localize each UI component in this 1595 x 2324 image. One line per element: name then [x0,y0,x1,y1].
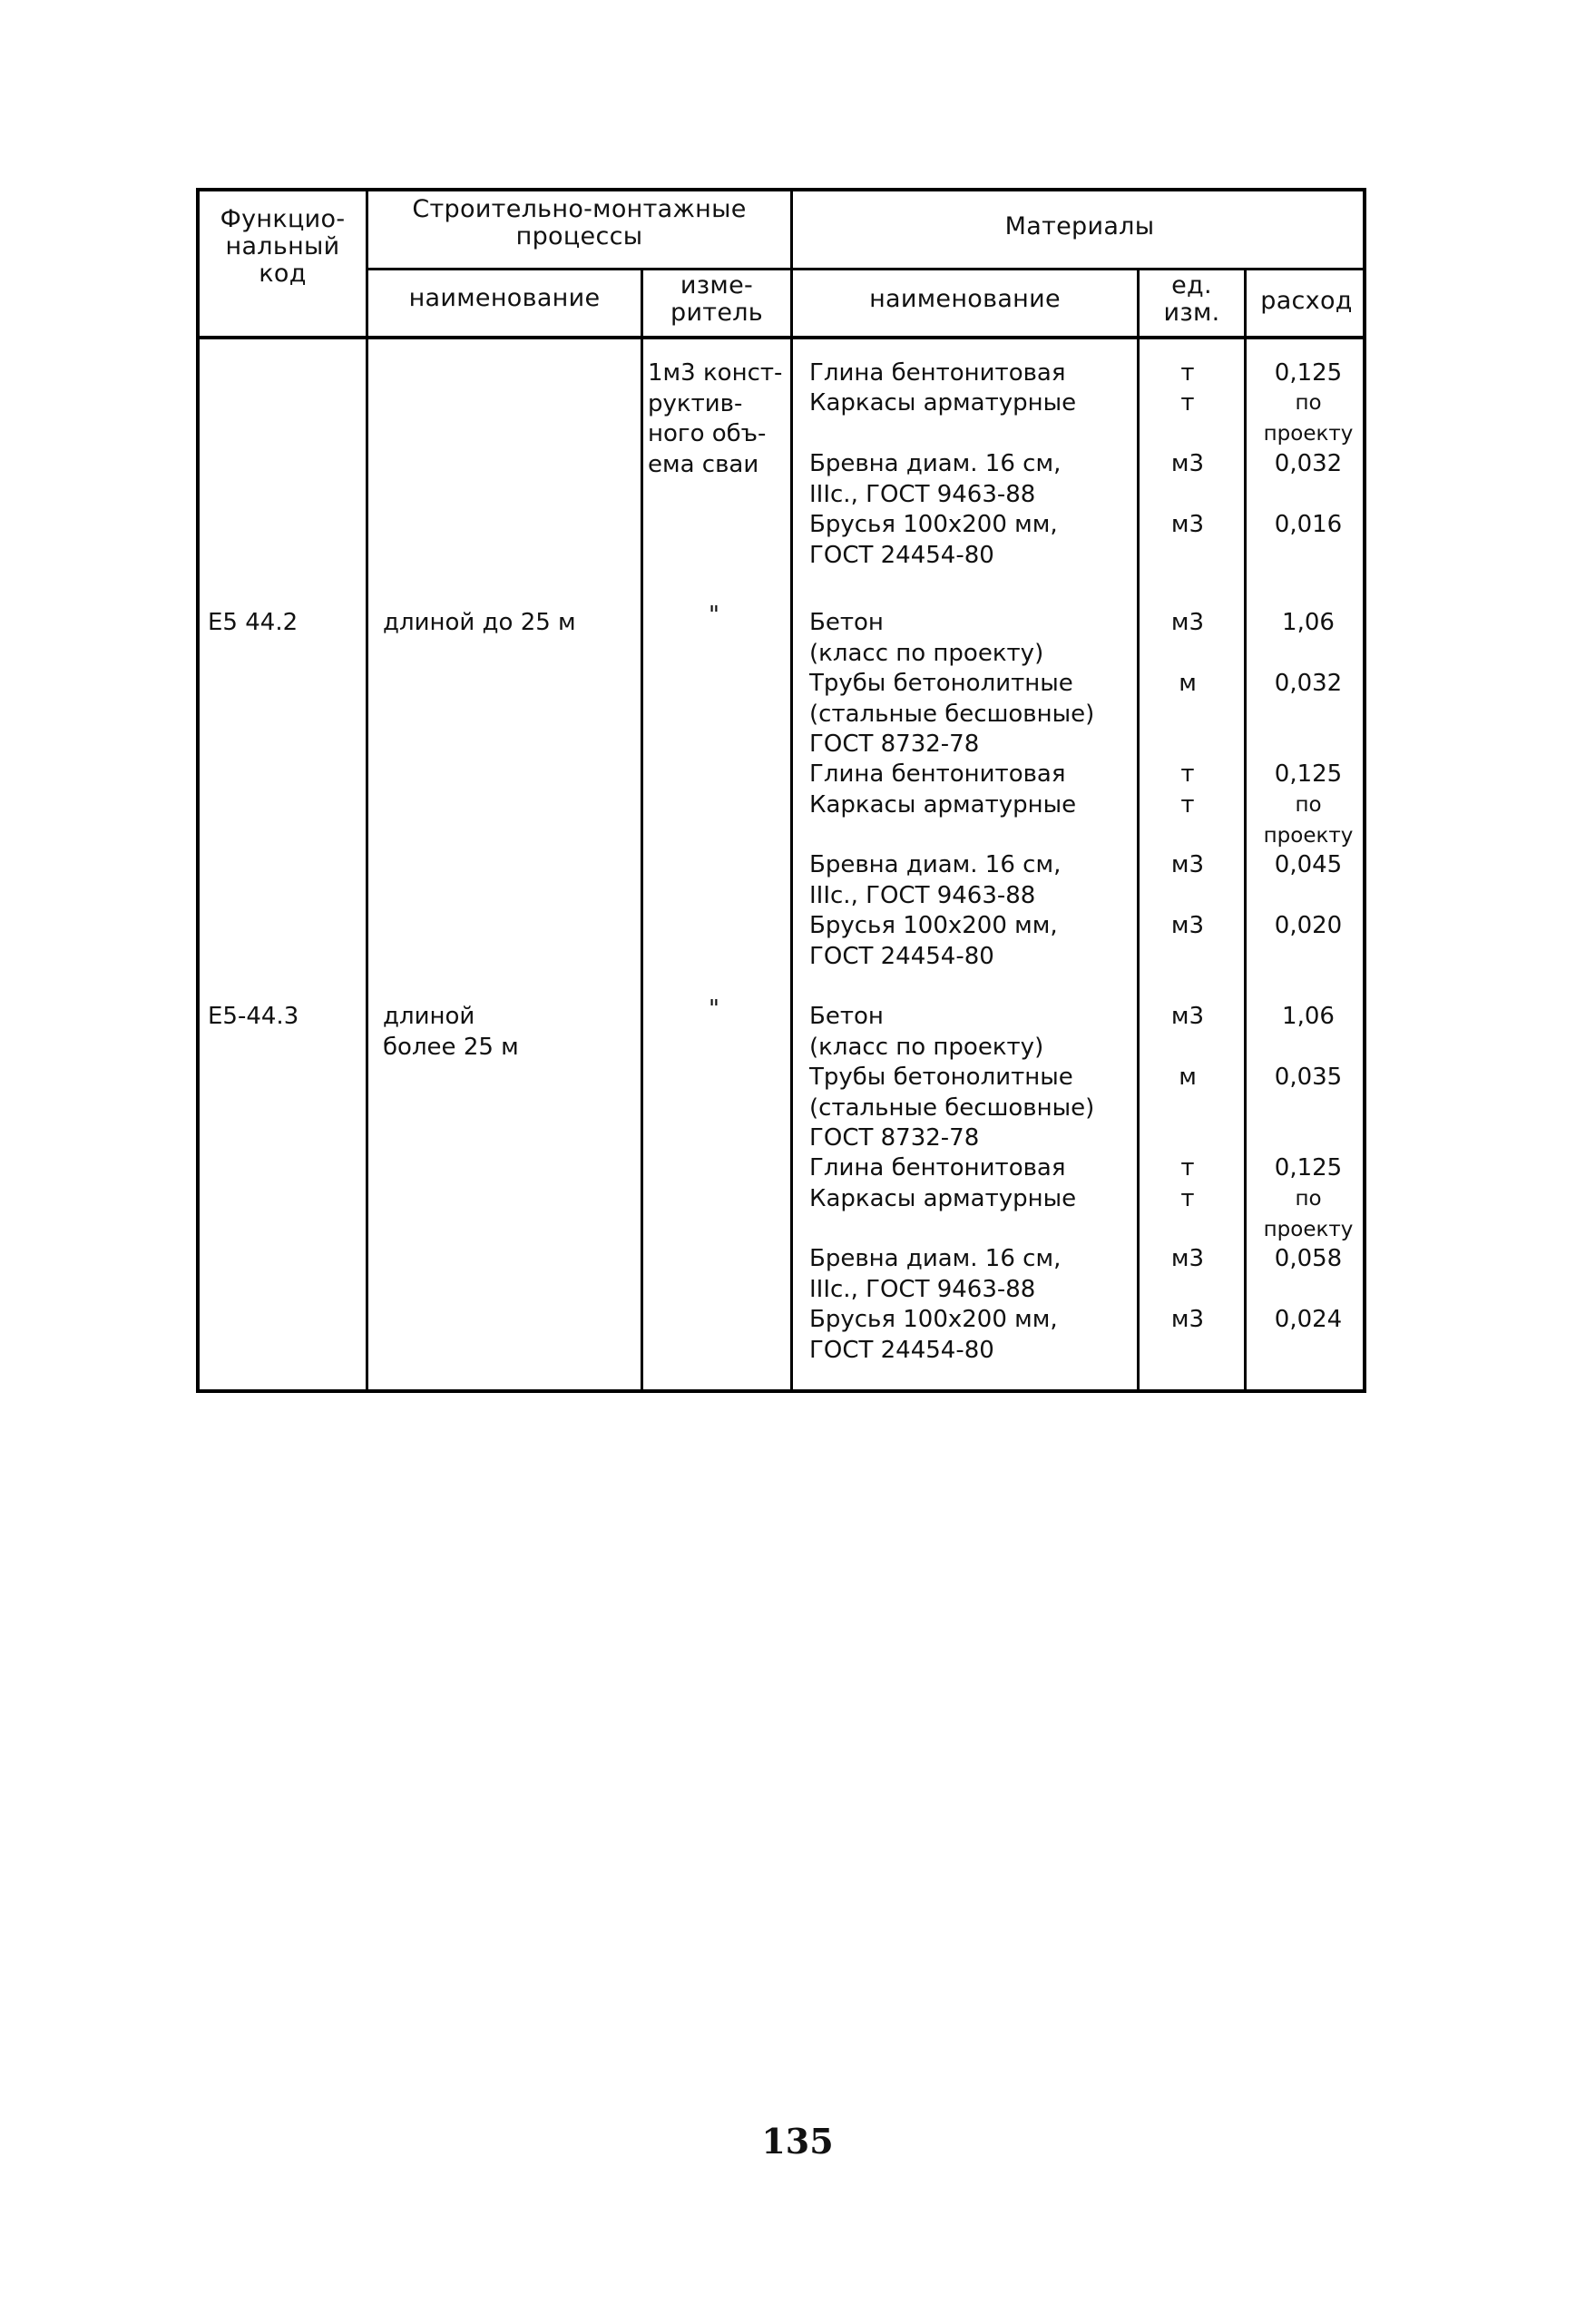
header-code: Функцио- нальный код [220,205,346,288]
header-materials: Материалы [1004,212,1155,240]
header-process-name: наименование [408,284,601,312]
header-processes: Строительно-монтажные процессы [412,195,747,250]
materials-table [196,188,1366,1393]
material-unit: т [1180,760,1195,788]
material-unit: м3 [1170,1003,1205,1030]
meter-ditto: " [709,602,719,629]
material-unit: м3 [1170,450,1205,477]
material-qty: 0,125 [1274,760,1343,788]
material-unit: м [1179,670,1197,697]
material-unit: м [1179,1064,1197,1091]
material-qty: по проекту [1263,1187,1354,1241]
material-name: Брусья 100х200 мм, ГОСТ 24454-80 [809,511,1058,569]
material-unit: т [1180,359,1195,387]
material-qty: 0,045 [1274,851,1343,878]
material-qty: по проекту [1263,793,1354,848]
material-qty: 0,032 [1274,670,1343,697]
material-qty: 0,058 [1274,1245,1343,1272]
material-unit: м3 [1170,511,1205,538]
col-divider-qty [1244,270,1247,1393]
material-unit: м3 [1170,912,1205,939]
col-divider-materials [790,188,793,1393]
material-name: Бревна диам. 16 см, IIIc., ГОСТ 9463-88 [809,851,1062,909]
material-name: Каркасы арматурные [809,1185,1077,1212]
page-number: 135 [761,2121,834,2162]
material-name: Каркасы арматурные [809,791,1077,819]
col-divider-code [366,188,368,1393]
process-name: длиной до 25 м [383,609,576,636]
material-unit: т [1180,1154,1195,1182]
material-qty: 0,035 [1274,1064,1343,1091]
col-divider-meter [641,270,643,1393]
material-qty: 0,016 [1274,511,1343,538]
header-consumption: расход [1260,287,1353,315]
material-qty: 0,032 [1274,450,1343,477]
function-code: Е5-44.3 [208,1003,299,1030]
material-name: Бревна диам. 16 см, IIIc., ГОСТ 9463-88 [809,1245,1062,1303]
material-name: Бетон (класс по проекту) [809,1003,1044,1061]
material-name: Каркасы арматурные [809,389,1077,417]
material-unit: т [1180,791,1195,819]
material-unit: т [1180,1185,1195,1212]
material-name: Брусья 100х200 мм, ГОСТ 24454-80 [809,912,1058,970]
material-qty: 0,020 [1274,912,1343,939]
material-qty: 0,125 [1274,1154,1343,1182]
material-name: Бетон (класс по проекту) [809,609,1044,667]
header-subdivider [366,268,1366,270]
material-qty: 1,06 [1282,1003,1335,1030]
meter-description: 1м3 конст- руктив- ного объ- ема сваи [648,359,783,478]
function-code: Е5 44.2 [208,609,298,636]
material-name: Глина бентонитовая [809,359,1066,387]
material-qty: 0,024 [1274,1306,1343,1333]
material-unit: м3 [1170,1306,1205,1333]
material-unit: т [1180,389,1195,417]
material-unit: м3 [1170,851,1205,878]
material-name: Бревна диам. 16 см, IIIc., ГОСТ 9463-88 [809,450,1062,508]
header-unit: ед. изм. [1163,271,1220,327]
material-qty: 1,06 [1282,609,1335,636]
material-name: Трубы бетонолитные (стальные бесшовные) ГОСТ 8732-78 [809,670,1095,758]
material-qty: 0,125 [1274,359,1343,387]
material-name: Глина бентонитовая [809,760,1066,788]
material-name: Трубы бетонолитные (стальные бесшовные) ГОСТ 8732-78 [809,1064,1095,1152]
material-unit: м3 [1170,609,1205,636]
process-name: длиной более 25 м [383,1003,519,1061]
header-bottom-line [196,336,1366,339]
col-divider-unit [1137,270,1140,1393]
meter-ditto: " [709,995,719,1023]
material-name: Брусья 100х200 мм, ГОСТ 24454-80 [809,1306,1058,1364]
header-meter: изме- ритель [670,271,763,327]
material-name: Глина бентонитовая [809,1154,1066,1182]
material-unit: м3 [1170,1245,1205,1272]
header-material-name: наименование [869,285,1061,313]
material-qty: по проекту [1263,391,1354,446]
